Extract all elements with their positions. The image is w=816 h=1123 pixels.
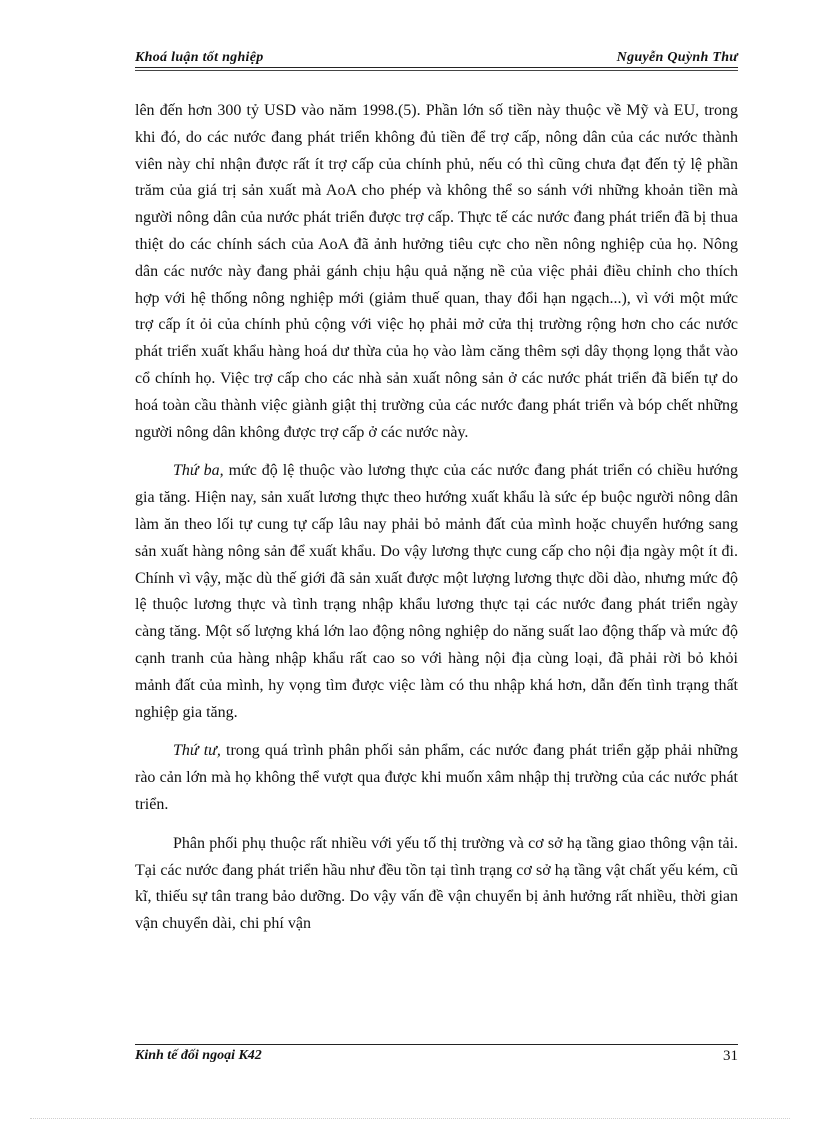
paragraph-3 <box>135 738 738 818</box>
body-text <box>135 98 738 950</box>
page-edge-dotted-line <box>30 1118 790 1119</box>
header-author-name: Nguyễn Quỳnh Thư <box>616 50 738 65</box>
header-rule-thin <box>135 70 738 71</box>
paragraph-4 <box>135 831 738 938</box>
header-thesis-title: Khoá luận tốt nghiệp <box>135 50 264 65</box>
header-rule <box>135 67 738 68</box>
paragraph-lead: Thứ ba, <box>173 462 224 480</box>
paragraph-1 <box>135 98 738 446</box>
paragraph-2 <box>135 458 738 726</box>
page-number: 31 <box>723 1048 738 1064</box>
paragraph-text: lên đến hơn 300 tỷ USD vào năm 1998.(5). Phần lớn số tiền này thuộc về Mỹ và EU, trong khi đó, do các nước đang phát triển không đủ tiền để trợ cấp, nông dân của các nước thành viên này chỉ nhận được rất ít trợ cấp của chính phủ, nếu có thì cũng chưa đạt đến tỷ lệ phần trăm của giá trị sản xuất mà AoA cho phép và không thể so sánh với những khoản tiền mà người nông dân của nước phát triển được trợ cấp. Thực tế các nước đang phát triển đã bị thua thiệt do các chính sách của AoA đã ảnh hưởng tiêu cực cho nền nông nghiệp của họ. Nông dân các nước này đang phải gánh chịu hậu quả nặng nề của việc phải điều chỉnh cho thích hợp với hệ thống nông nghiệp mới (giảm thuế quan, thay đổi hạn ngạch...), vì với một mức trợ cấp ít ỏi của chính phủ cộng với việc họ phải mở cửa thị trường rộng hơn cho các nước phát triển xuất khẩu hàng hoá dư thừa của họ vào làm căng thêm sợi dây thọng lọng thắt vào cổ chính họ. Việc trợ cấp cho các nhà sản xuất nông sản ở các nước phát triển đã biến tự do hoá toàn cầu thành việc giành giật thị trường của các nước đang phát triển và bóp chết những người nông dân không được trợ cấp ở các nước này. <box>135 102 738 441</box>
paragraph-text: trong quá trình phân phối sản phẩm, các nước đang phát triển gặp phải những rào cản lớn mà họ không thể vượt qua được khi muốn xâm nhập thị trường của các nước phát triển. <box>135 742 739 813</box>
paragraph-lead: Thứ tư, <box>173 742 221 760</box>
footer-course-label: Kinh tế đối ngoại K42 <box>135 1048 262 1063</box>
paragraph-text: Phân phối phụ thuộc rất nhiều với yếu tố thị trường và cơ sở hạ tầng giao thông vận tải. Tại các nước đang phát triển hầu như đều tồn tại tình trạng cơ sở hạ tầng vật chất yếu kém, cũ kĩ, thiếu sự tân trang bảo dưỡng. Do vậy vấn đề vận chuyển bị ảnh hưởng rất nhiều, thời gian vận chuyển dài, chi phí vận <box>135 834 738 933</box>
footer-rule <box>135 1044 738 1045</box>
page-footer <box>135 1048 738 1068</box>
paragraph-text: mức độ lệ thuộc vào lương thực của các nước đang phát triển có chiều hướng gia tăng. Hiện nay, sản xuất lương thực theo hướng xuất khẩu là sức ép buộc người nông dân làm ăn theo lối tự cung tự cấp lâu nay phải bỏ mảnh đất của mình hoặc chuyển hướng sang sản xuất hàng nông sản để xuất khẩu. Do vậy lương thực cung cấp cho nội địa ngày một ít đi. Chính vì vậy, mặc dù thế giới đã sản xuất được một lượng lương thực dồi dào, nhưng mức độ lệ thuộc lương thực và tình trạng nhập khẩu lương thực tại các nước đang phát triển ngày càng tăng. Một số lượng khá lớn lao động nông nghiệp do năng suất lao động thấp và mức độ cạnh tranh của hàng nhập khẩu rất cao so với hàng nội địa cùng loại, đã phải rời bỏ khỏi mảnh đất của mình, hy vọng tìm được việc làm có thu nhập khá hơn, dẫn đến tình trạng thất nghiệp gia tăng. <box>135 462 739 721</box>
page-header <box>135 50 738 68</box>
